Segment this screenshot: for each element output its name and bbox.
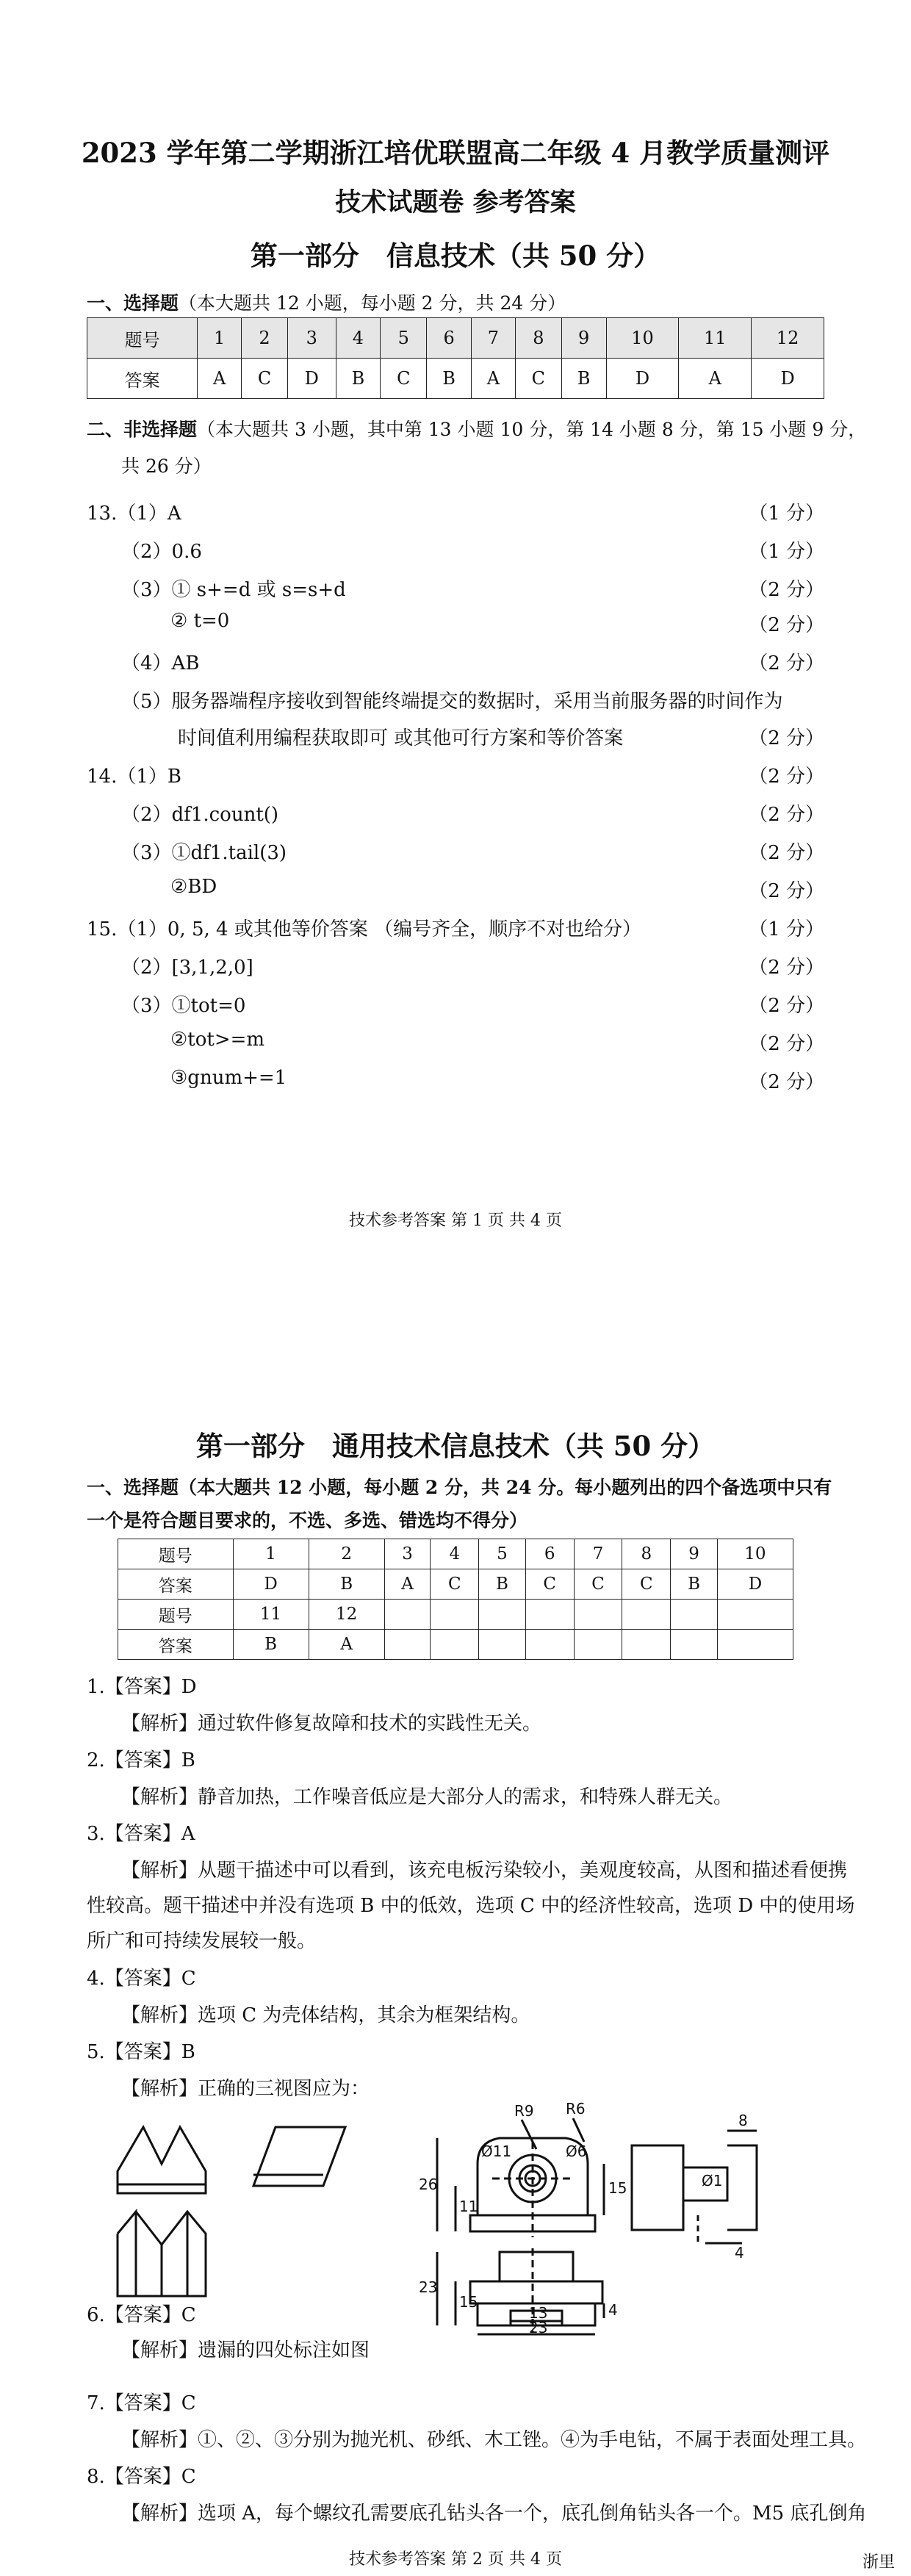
- answer-points: （2 分）: [749, 842, 824, 864]
- label-d11: Ø11: [481, 2143, 512, 2160]
- item5-explanation: 【解析】正确的三视图应为：: [121, 2078, 370, 2100]
- page1-footer: 技术参考答案 第 1 页 共 4 页: [349, 1212, 562, 1230]
- answer-line: ②BD: [170, 876, 217, 898]
- table-cell-a: D: [752, 359, 824, 399]
- table-cell-q: 9: [561, 318, 606, 359]
- top-mid: [470, 2281, 602, 2303]
- side-flange: [727, 2145, 757, 2230]
- section2-heading: 二、非选择题（本大题共 3 小题，其中第 13 小题 10 分，第 14 小题 8 分，第 15 小题 9 分，: [87, 419, 867, 440]
- table-cell-q: 4: [336, 318, 381, 359]
- table-cell-a: B: [309, 1569, 384, 1600]
- top-view-right: [136, 2212, 206, 2296]
- front-view-outline: [118, 2127, 206, 2184]
- table-cell-q: 6: [525, 1539, 574, 1569]
- table-cell-a: B: [336, 359, 381, 399]
- answer-line: （4）AB: [121, 652, 200, 674]
- table-cell-a: A: [384, 1569, 431, 1600]
- answer-points: （2 分）: [749, 727, 824, 749]
- table-cell-a: D: [233, 1569, 309, 1600]
- table-header-q: 题号: [87, 318, 198, 359]
- table-cell-a: [384, 1630, 431, 1660]
- label-23b: 23: [529, 2319, 548, 2336]
- table-cell-a: [525, 1630, 574, 1660]
- item3-answer: 3.【答案】A: [87, 1823, 195, 1845]
- r6-leader: [573, 2118, 584, 2142]
- item3-explanation-2: 性较高。题干描述中并没有选项 B 中的低效，选项 C 中的经济性较高，选项 D 中的使用场: [87, 1895, 855, 1917]
- table-cell-q: 5: [381, 318, 427, 359]
- page2-footer: 技术参考答案 第 2 页 共 4 页: [349, 2550, 562, 2569]
- item5-answer: 5.【答案】B: [87, 2041, 195, 2063]
- answer-line: 时间值利用编程获取即可 或其他可行方案和等价答案: [178, 727, 624, 749]
- table-cell-a: [622, 1630, 671, 1660]
- table-cell-q: [622, 1600, 671, 1630]
- item2-answer: 2.【答案】B: [87, 1749, 195, 1771]
- answer-points: （2 分）: [749, 1033, 824, 1055]
- label-r6: R6: [566, 2100, 586, 2118]
- table-cell-q: 7: [574, 1539, 622, 1569]
- part-one-general-title: 第一部分 通用技术信息技术（共 50 分）: [195, 1430, 716, 1462]
- answer-points: （2 分）: [749, 880, 824, 902]
- side-view-outline: [253, 2127, 345, 2186]
- item3-explanation: 【解析】从题干描述中可以看到，该充电板污染较小，美观度较高，从图和描述看便携: [121, 1860, 848, 1882]
- table-cell-a: A: [198, 359, 242, 399]
- item6-answer: 6.【答案】C: [87, 2304, 196, 2326]
- label-d6: Ø6: [566, 2143, 587, 2160]
- table-cell-a: B: [561, 359, 606, 399]
- table-cell-a: A: [679, 359, 752, 399]
- answer-points: （1 分）: [749, 503, 824, 525]
- table-cell-q: 3: [384, 1539, 431, 1569]
- answer-points: （2 分）: [749, 579, 824, 601]
- table-cell-a: [671, 1630, 718, 1660]
- label-23: 23: [419, 2278, 438, 2296]
- table-cell-a: B: [479, 1569, 526, 1600]
- exam-title: 2023 学年第二学期浙江培优联盟高二年级 4 月教学质量测评: [81, 137, 830, 169]
- answer-points: （2 分）: [749, 804, 824, 826]
- label-13: 13: [529, 2304, 548, 2322]
- table-cell-q: 1: [233, 1539, 309, 1569]
- table-cell-q: 6: [427, 318, 472, 359]
- table-cell-a: C: [525, 1569, 574, 1600]
- label-d1: Ø1: [702, 2172, 723, 2190]
- answer-points: （2 分）: [749, 766, 824, 788]
- table-cell-a: B: [671, 1569, 718, 1600]
- table-cell-q: [574, 1600, 622, 1630]
- table-header-q: 题号: [118, 1539, 234, 1569]
- table-cell-q: 7: [471, 318, 515, 359]
- p2-section1-line2: 一个是符合题目要求的，不选、多选、错选均不得分）: [87, 1510, 528, 1531]
- table-cell-a: C: [574, 1569, 622, 1600]
- table-header-q: 题号: [118, 1600, 234, 1630]
- r9-leader: [522, 2120, 536, 2149]
- item1-explanation: 【解析】通过软件修复故障和技术的实践性无关。: [121, 1713, 542, 1735]
- table-cell-a: D: [288, 359, 336, 399]
- corner-mark: 浙里: [862, 2553, 895, 2572]
- table-cell-a: C: [515, 359, 561, 399]
- side-body: [632, 2145, 683, 2230]
- top-boss: [500, 2252, 573, 2281]
- answer-points: （2 分）: [749, 614, 824, 636]
- answer-key-subtitle: 技术试题卷 参考答案: [335, 187, 576, 217]
- table-cell-a: C: [242, 359, 288, 399]
- answer-points: （1 分）: [749, 541, 824, 563]
- item6-explanation: 【解析】遗漏的四处标注如图: [121, 2339, 370, 2361]
- table-cell-a: D: [606, 359, 679, 399]
- table-cell-q: 11: [233, 1600, 309, 1630]
- answer-line: （3）①tot=0: [121, 995, 246, 1017]
- choice-answer-table: [87, 317, 824, 399]
- table-cell-q: [384, 1600, 431, 1630]
- answer-line: （3）① s+=d 或 s=s+d: [121, 579, 346, 601]
- item7-answer: 7.【答案】C: [87, 2392, 196, 2414]
- label-26: 26: [419, 2176, 438, 2193]
- answer-points: （2 分）: [749, 995, 824, 1017]
- label-11: 11: [459, 2198, 478, 2215]
- table-cell-q: [479, 1600, 526, 1630]
- table-cell-a: B: [233, 1630, 309, 1660]
- item8-explanation: 【解析】选项 A，每个螺纹孔需要底孔钻头各一个，底孔倒角钻头各一个。M5 底孔倒角: [121, 2503, 867, 2525]
- item4-answer: 4.【答案】C: [87, 1968, 196, 1990]
- table-cell-a: D: [717, 1569, 793, 1600]
- answer-line: （2）0.6: [121, 541, 202, 563]
- answer-line: 13.（1）A: [87, 503, 181, 525]
- table-header-a: 答案: [87, 359, 198, 399]
- label-15b: 15: [459, 2293, 478, 2311]
- table-cell-a: B: [427, 359, 472, 399]
- answer-line: ② t=0: [170, 610, 230, 632]
- item8-answer: 8.【答案】C: [87, 2466, 196, 2488]
- section2-heading-cont: 共 26 分）: [121, 456, 212, 477]
- general-choice-table: [118, 1539, 793, 1660]
- table-cell-q: [431, 1600, 479, 1630]
- table-cell-q: [717, 1600, 793, 1630]
- table-cell-q: 8: [622, 1539, 671, 1569]
- label-r9: R9: [514, 2102, 534, 2120]
- table-cell-a: [479, 1630, 526, 1660]
- table-cell-q: 10: [606, 318, 679, 359]
- table-cell-q: 5: [479, 1539, 526, 1569]
- label-15a: 15: [608, 2179, 627, 2197]
- answer-line: 14.（1）B: [87, 766, 181, 788]
- label-4b: 4: [608, 2301, 618, 2319]
- three-view-sketch: [110, 2098, 364, 2311]
- table-cell-a: [717, 1630, 793, 1660]
- table-cell-q: 1: [198, 318, 242, 359]
- table-header-a: 答案: [118, 1569, 234, 1600]
- table-cell-q: 4: [431, 1539, 479, 1569]
- table-cell-q: 2: [242, 318, 288, 359]
- answer-points: （2 分）: [749, 652, 824, 674]
- table-header-a: 答案: [118, 1630, 234, 1660]
- answer-points: （1 分）: [749, 918, 824, 940]
- answer-points: （2 分）: [749, 957, 824, 979]
- table-cell-q: 2: [309, 1539, 384, 1569]
- table-cell-a: [431, 1630, 479, 1660]
- table-cell-q: 12: [752, 318, 824, 359]
- table-cell-a: A: [309, 1630, 384, 1660]
- table-cell-a: C: [431, 1569, 479, 1600]
- table-cell-q: 8: [515, 318, 561, 359]
- table-cell-a: [574, 1630, 622, 1660]
- section1-heading: 一、选择题（本大题共 12 小题，每小题 2 分，共 24 分）: [87, 292, 566, 314]
- item7-explanation: 【解析】①、②、③分别为抛光机、砂纸、木工锉。④为手电钻，不属于表面处理工具。: [121, 2429, 867, 2451]
- answer-line: ②tot>=m: [170, 1029, 265, 1051]
- table-cell-a: C: [622, 1569, 671, 1600]
- answer-line: （3）①df1.tail(3): [121, 842, 287, 864]
- dimension-drawing: [411, 2098, 812, 2340]
- answer-line: （2）[3,1,2,0]: [121, 957, 253, 979]
- front-view-base: [118, 2184, 206, 2193]
- part-one-title: 第一部分 信息技术（共 50 分）: [250, 240, 661, 272]
- label-4a: 4: [735, 2244, 744, 2262]
- table-cell-a: A: [471, 359, 515, 399]
- table-cell-a: C: [381, 359, 427, 399]
- table-cell-q: 9: [671, 1539, 718, 1569]
- p2-section1-line1: 一、选择题（本大题共 12 小题，每小题 2 分，共 24 分。每小题列出的四个备选项中只有: [87, 1477, 832, 1498]
- table-cell-q: [671, 1600, 718, 1630]
- answer-line: 15.（1）0, 5, 4 或其他等价答案 （编号齐全，顺序不对也给分）: [87, 918, 642, 940]
- answer-line: （2）df1.count(): [121, 804, 279, 826]
- top-view-left: [118, 2212, 136, 2296]
- answer-points: （2 分）: [749, 1071, 824, 1093]
- table-cell-q: 11: [679, 318, 752, 359]
- label-8: 8: [738, 2112, 748, 2129]
- answer-line: （5）服务器端程序接收到智能终端提交的数据时，采用当前服务器的时间作为: [121, 691, 783, 713]
- table-cell-q: 12: [309, 1600, 384, 1630]
- table-cell-q: [525, 1600, 574, 1630]
- table-cell-q: 10: [717, 1539, 793, 1569]
- answer-line: ③gnum+=1: [170, 1067, 287, 1089]
- item1-answer: 1.【答案】D: [87, 1676, 197, 1698]
- item4-explanation: 【解析】选项 C 为壳体结构，其余为框架结构。: [121, 2004, 530, 2026]
- item3-explanation-3: 所广和可持续发展较一般。: [87, 1930, 317, 1952]
- item2-explanation: 【解析】静音加热，工作噪音低应是大部分人的需求，和特殊人群无关。: [121, 1786, 733, 1808]
- table-cell-q: 3: [288, 318, 336, 359]
